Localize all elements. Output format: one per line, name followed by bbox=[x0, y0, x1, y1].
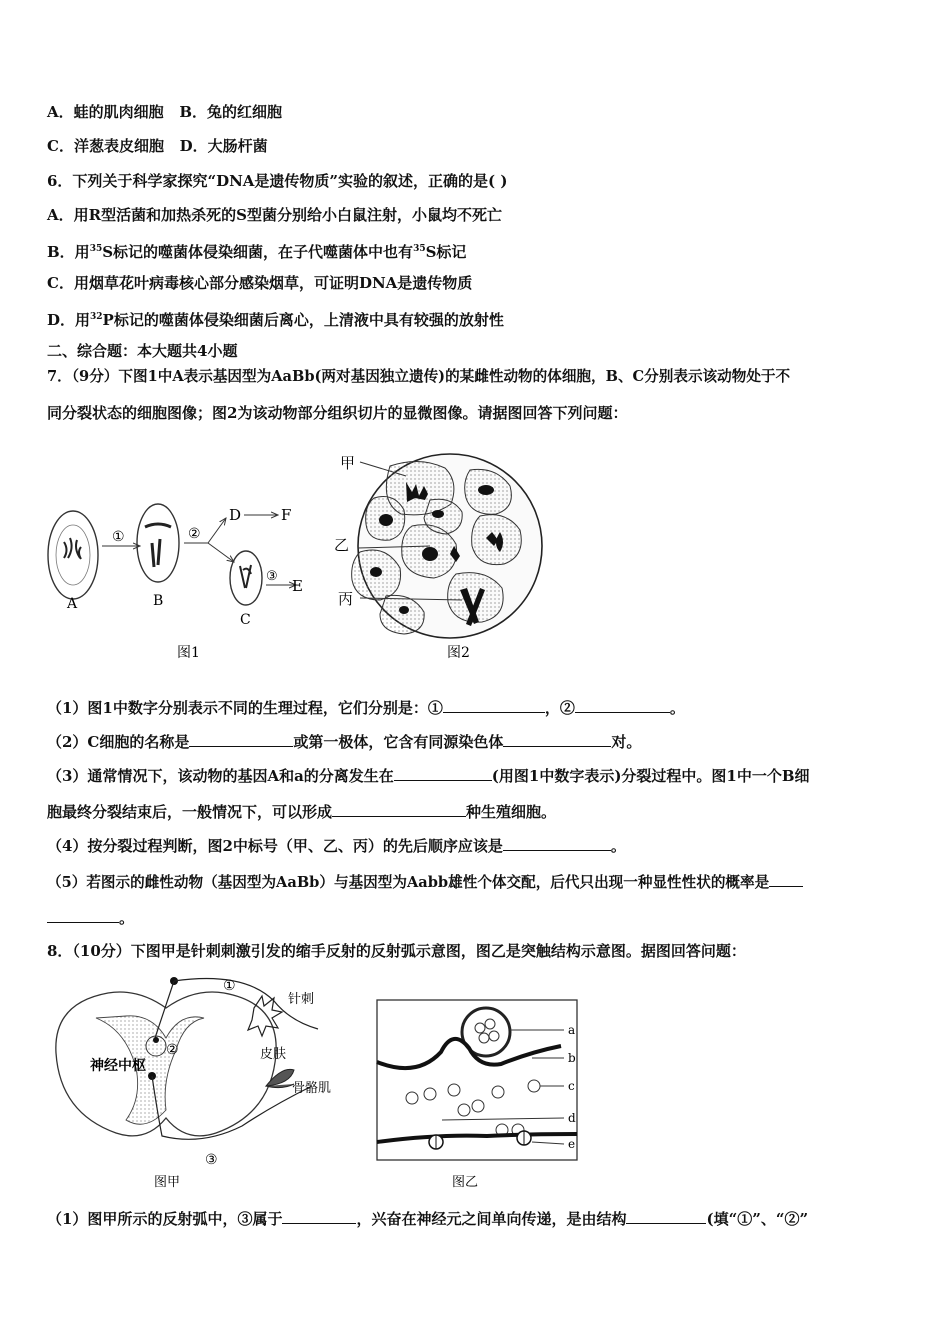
label-cell-c: C bbox=[240, 612, 251, 628]
answer-blank-9[interactable] bbox=[282, 1208, 356, 1224]
q6-option-c: C．用烟草花叶病毒核心部分感染烟草，可证明DNA是遗传物质 bbox=[47, 274, 473, 292]
q8-stem: 8．（10分）下图甲是针刺刺激引发的缩手反射的反射弧示意图，图乙是突触结构示意图。据图回答问题： bbox=[47, 942, 746, 960]
label-jia: 甲 bbox=[340, 454, 356, 472]
label-c: c bbox=[568, 1079, 575, 1093]
answer-blank-8a[interactable] bbox=[769, 871, 803, 887]
label-n3: ③ bbox=[205, 1152, 218, 1168]
answer-blank-8b[interactable] bbox=[47, 907, 119, 923]
answer-blank-3[interactable] bbox=[189, 731, 293, 747]
label-d-synapse: d bbox=[568, 1111, 576, 1125]
presynaptic-membrane bbox=[377, 1039, 561, 1068]
label-needle: 针刺 bbox=[288, 992, 315, 1007]
q5-option-c: C．洋葱表皮细胞 bbox=[47, 137, 164, 155]
q5-option-d: D．大肠杆菌 bbox=[179, 137, 268, 155]
q7-part-1: （1）图1中数字分别表示不同的生理过程，它们分别是：① ，② 。 bbox=[47, 699, 685, 717]
answer-blank-2[interactable] bbox=[575, 697, 670, 713]
q6-stem: 6．下列关于科学家探究“DNA是遗传物质”实验的叙述，正确的是( ) bbox=[47, 172, 508, 190]
q5-options-row1 bbox=[47, 102, 282, 122]
postsynaptic-membrane bbox=[377, 1134, 577, 1142]
label-step-1: ① bbox=[112, 529, 125, 545]
skin-receptor-icon bbox=[248, 996, 282, 1036]
label-cell-b: B bbox=[153, 593, 164, 609]
label-d: D bbox=[229, 506, 242, 524]
label-n2: ② bbox=[166, 1042, 179, 1058]
q5-options-row2 bbox=[47, 136, 268, 156]
muscle-icon bbox=[266, 1069, 294, 1087]
q5-option-b: B．兔的红细胞 bbox=[179, 103, 282, 121]
q5-option-a: A．蛙的肌肉细胞 bbox=[47, 103, 164, 121]
answer-blank-7[interactable] bbox=[503, 835, 611, 851]
label-nerve-center: 神经中枢 bbox=[90, 1058, 146, 1074]
cell-a bbox=[48, 511, 98, 599]
caption-figure-yi: 图乙 bbox=[452, 1175, 479, 1190]
section-2-title: 二、综合题：本大题共4小题 bbox=[47, 342, 238, 360]
cell-b bbox=[137, 504, 179, 582]
q7-part-3-line2: 胞最终分裂结束后，一般情况下，可以形成 种生殖细胞。 bbox=[47, 803, 557, 821]
q6-option-b: B．用$^{35}$S标记的噬菌体侵染细菌，在子代噬菌体中也有$^{35}$S标记 bbox=[47, 243, 467, 261]
figure-1 bbox=[40, 490, 330, 670]
figure-jia bbox=[48, 968, 338, 1193]
answer-blank-6[interactable] bbox=[332, 801, 466, 817]
q7-stem-line2: 同分裂状态的细胞图像；图2为该动物部分组织切片的显微图像。请据图回答下列问题： bbox=[47, 404, 628, 422]
q7-part-2: （2）C细胞的名称是 或第一极体，它含有同源染色体 对。 bbox=[47, 733, 642, 751]
cell-c bbox=[230, 551, 262, 605]
answer-blank-4[interactable] bbox=[503, 731, 611, 747]
figure-2 bbox=[330, 450, 560, 670]
label-muscle: 骨骼肌 bbox=[292, 1081, 332, 1096]
caption-figure-2: 图2 bbox=[447, 645, 470, 661]
label-f: F bbox=[281, 506, 292, 524]
figure-yi bbox=[372, 972, 592, 1194]
q7-part-4: （4）按分裂过程判断，图2中标号（甲、乙、丙）的先后顺序应该是 。 bbox=[47, 837, 626, 855]
label-step-2: ② bbox=[188, 526, 201, 542]
label-n1: ① bbox=[223, 978, 236, 994]
label-bing: 丙 bbox=[338, 590, 354, 608]
label-a: a bbox=[568, 1023, 576, 1037]
q6-option-d: D．用$^{32}$P标记的噬菌体侵染细菌后离心，上清液中具有较强的放射性 bbox=[47, 311, 504, 329]
label-skin: 皮肤 bbox=[260, 1047, 287, 1062]
label-yi: 乙 bbox=[334, 536, 350, 554]
q6-option-a: A．用R型活菌和加热杀死的S型菌分别给小白鼠注射，小鼠均不死亡 bbox=[47, 206, 502, 224]
caption-figure-jia: 图甲 bbox=[154, 1175, 181, 1190]
label-e: E bbox=[292, 577, 303, 595]
label-b: b bbox=[568, 1051, 576, 1065]
label-step-3: ③ bbox=[266, 569, 278, 584]
q7-part-3-line1: （3）通常情况下，该动物的基因A和a的分离发生在 (用图1中数字表示)分裂过程中。图1中一个B细 bbox=[47, 767, 810, 785]
q8-part-1: （1）图甲所示的反射弧中，③属于 ，兴奋在神经元之间单向传递，是由结构 (填“①”、“②” bbox=[47, 1210, 809, 1228]
label-cell-a: A bbox=[67, 596, 78, 612]
answer-blank-10[interactable] bbox=[626, 1208, 706, 1224]
caption-figure-1: 图1 bbox=[177, 645, 200, 661]
answer-blank-1[interactable] bbox=[443, 697, 545, 713]
answer-blank-5[interactable] bbox=[394, 765, 492, 781]
q7-part-5-line2: 。 bbox=[47, 907, 134, 928]
q7-stem-line1: 7．（9分）下图1中A表示基因型为AaBb(两对基因独立遗传)的某雌性动物的体细胞，B、C分别表示该动物处于不 bbox=[47, 368, 791, 385]
label-e-synapse: e bbox=[568, 1137, 576, 1151]
q7-part-5-line1: （5）若图示的雌性动物（基因型为AaBb）与基因型为Aabb雄性个体交配，后代只出现一种显性性状的概率是 bbox=[47, 871, 803, 893]
